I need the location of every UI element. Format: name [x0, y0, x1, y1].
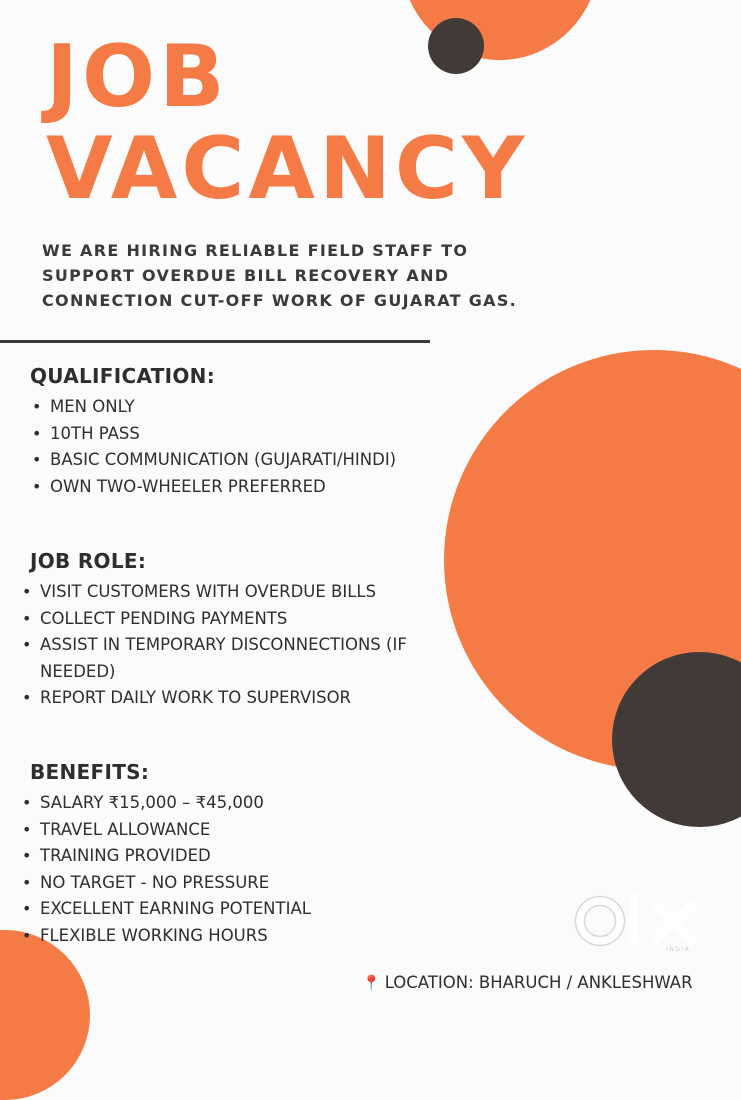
- qualification-heading: QUALIFICATION:: [30, 364, 216, 388]
- qualification-section: [30, 364, 396, 500]
- job-role-heading: JOB ROLE:: [30, 549, 147, 573]
- list-item: • NO TARGET - NO PRESSURE: [20, 870, 311, 897]
- list-item: • ASSIST IN TEMPORARY DISCONNECTIONS (IF NEEDED): [20, 632, 450, 685]
- benefits-heading: BENEFITS:: [30, 760, 150, 784]
- divider: [0, 340, 430, 343]
- list-item: • TRAINING PROVIDED: [20, 843, 311, 870]
- qualification-list: [30, 394, 396, 500]
- list-item: • BASIC COMMUNICATION (GUJARATI/HINDI): [30, 447, 396, 474]
- intro-text: WE ARE HIRING RELIABLE FIELD STAFF TO SUPPORT OVERDUE BILL RECOVERY AND CONNECTION CUT-OFF WORK OF GUJARAT GAS.: [42, 241, 518, 310]
- list-item: • COLLECT PENDING PAYMENTS: [20, 606, 450, 633]
- list-item: • 10TH PASS: [30, 421, 396, 448]
- olx-watermark-logo: [572, 885, 707, 955]
- decor-circle-orange-bottom: [0, 930, 90, 1100]
- list-item: • REPORT DAILY WORK TO SUPERVISOR: [20, 685, 450, 712]
- job-role-section: [30, 549, 450, 712]
- list-item: • EXCELLENT EARNING POTENTIAL: [20, 896, 311, 923]
- decor-circle-dark-top: [428, 18, 484, 74]
- location-text: LOCATION: BHARUCH / ANKLESHWAR: [384, 973, 693, 992]
- title-line-2: VACANCY: [46, 119, 529, 219]
- list-item: • SALARY ₹15,000 – ₹45,000: [20, 790, 311, 817]
- benefits-section: [30, 760, 311, 949]
- location-line: [362, 973, 693, 992]
- job-role-list: [20, 579, 450, 712]
- benefits-list: [20, 790, 311, 949]
- list-item: • MEN ONLY: [30, 394, 396, 421]
- map-pin-icon: 📍: [362, 974, 381, 992]
- title-line-1: JOB: [46, 27, 229, 127]
- list-item: • VISIT CUSTOMERS WITH OVERDUE BILLS: [20, 579, 450, 606]
- list-item: • TRAVEL ALLOWANCE: [20, 817, 311, 844]
- list-item: • OWN TWO-WHEELER PREFERRED: [30, 474, 396, 501]
- list-item: • FLEXIBLE WORKING HOURS: [20, 923, 311, 950]
- olx-watermark-sub: INDIA: [666, 946, 691, 953]
